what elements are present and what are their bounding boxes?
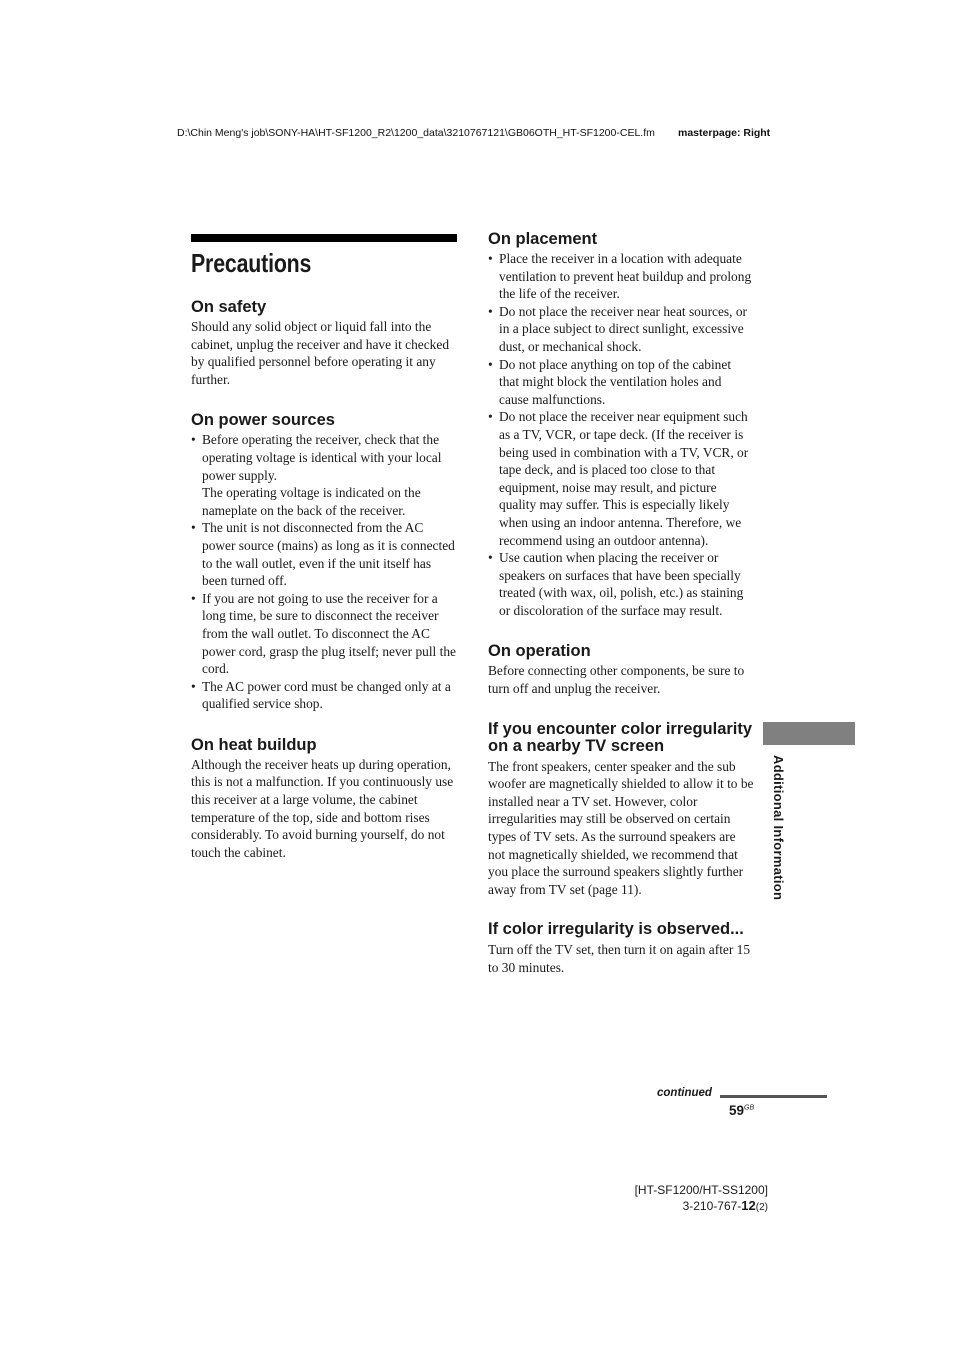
power-item-1-note: The operating voltage is indicated on the nameplate on the back of the receiver. — [202, 485, 421, 518]
list-item: • The unit is not disconnected from the AC power source (mains) as long as it is connected to the wall outlet, even if the unit itself has been turned off. — [191, 519, 457, 589]
heading-color-irregularity: If you encounter color irregularity on a nearby TV screen — [488, 719, 753, 756]
heading-safety: On safety — [191, 298, 267, 316]
list-item: • Place the receiver in a location with adequate ventilation to prevent heat buildup and prolong the life of the receiver. — [488, 250, 754, 303]
list-item: • Use caution when placing the receiver or speakers on surfaces that have been specially treated (with wax, oil, polish, etc.) as staining or discoloration of the surface may result. — [488, 549, 754, 619]
heading-power-sources: On power sources — [191, 411, 335, 430]
page-number — [729, 1103, 754, 1118]
heading-heat-buildup: On heat buildup — [191, 735, 317, 754]
heading-placement: On placement — [488, 230, 598, 248]
left-column — [191, 234, 457, 884]
footer-model-code — [635, 1182, 768, 1216]
footer-code-bold: 12 — [741, 1198, 756, 1213]
list-item: • If you are not going to use the receiver for a long time, be sure to disconnect the receiver from the wall outlet. To disconnect the AC power cord, grasp the plug itself; never pull the cord. — [191, 590, 457, 678]
list-item: • Do not place the receiver near heat sources, or in a place subject to direct sunlight, excessive dust, or mechanical shock. — [488, 303, 754, 356]
section-heat-buildup — [191, 736, 457, 862]
page-number-value: 59 — [729, 1103, 745, 1118]
section-safety — [191, 298, 457, 388]
section-placement — [488, 230, 754, 619]
section-tab-marker — [763, 722, 855, 745]
side-section-label: Additional Information — [771, 755, 786, 901]
page-title: Precautions — [191, 248, 312, 278]
continued-rule — [720, 1095, 827, 1098]
section-operation — [488, 642, 754, 697]
safety-text: Should any solid object or liquid fall into the cabinet, unplug the receiver and have it checked by qualified personnel before operating it any further. — [191, 319, 450, 387]
placement-list — [488, 250, 754, 619]
file-path-header: D:\Chin Meng's job\SONY-HA\HT-SF1200_R2\1200_data\3210767121\GB06OTH_HT-SF1200-CEL.fm — [177, 127, 655, 139]
heading-operation: On operation — [488, 642, 591, 661]
power-list — [191, 431, 457, 713]
footer-model: [HT-SF1200/HT-SS1200] — [634, 1183, 768, 1197]
title-rule — [191, 234, 457, 242]
continued-label: continued — [657, 1087, 712, 1099]
right-column — [488, 230, 754, 999]
observed-text: Turn off the TV set, then turn it on again after 15 to 30 minutes. — [488, 941, 751, 975]
list-item: • Do not place the receiver near equipment such as a TV, VCR, or tape deck. (If the receiver is being used in combination with a TV, VCR, or tape deck, and is placed too close to that equipment, noise may result, and picture quality may suffer. This is especially likely when using an indoor antenna. Therefore, we recommend using an outdoor antenna). — [488, 408, 754, 549]
color-text: The front speakers, center speaker and the sub woofer are magnetically shielded to allow it to be installed near a TV set. However, color irregularities may still be observed on certain types of TV sets. As the surround speakers are not magnetically shielded, we recommend that you place the surround speakers slightly further away from TV set (page 11). — [488, 758, 754, 897]
operation-text: Before connecting other components, be sure to turn off and unplug the receiver. — [488, 663, 745, 697]
list-item: • The AC power cord must be changed only at a qualified service shop. — [191, 678, 457, 713]
page-number-suffix: GB — [744, 1104, 755, 1112]
section-color-observed — [488, 921, 754, 976]
power-item-1: Before operating the receiver, check that the operating voltage is identical with your local power supply. — [202, 432, 442, 483]
footer-code-prefix: 3-210-767- — [682, 1199, 742, 1213]
footer-code-suffix: (2) — [755, 1202, 768, 1213]
footer-code — [635, 1198, 768, 1216]
list-item: • Do not place anything on top of the cabinet that might block the ventilation holes and cause malfunctions. — [488, 356, 754, 409]
section-color-irregularity — [488, 721, 754, 899]
section-power-sources — [191, 411, 457, 713]
heat-text: Although the receiver heats up during operation, this is not a malfunction. If you continuously use this receiver at a large volume, the cabinet temperature of the top, side and bottom rises considerably. To avoid burning yourself, do not touch the cabinet. — [191, 756, 454, 860]
masterpage-label: masterpage: Right — [678, 127, 771, 139]
list-item — [191, 431, 457, 519]
heading-color-observed: If color irregularity is observed... — [488, 920, 744, 939]
